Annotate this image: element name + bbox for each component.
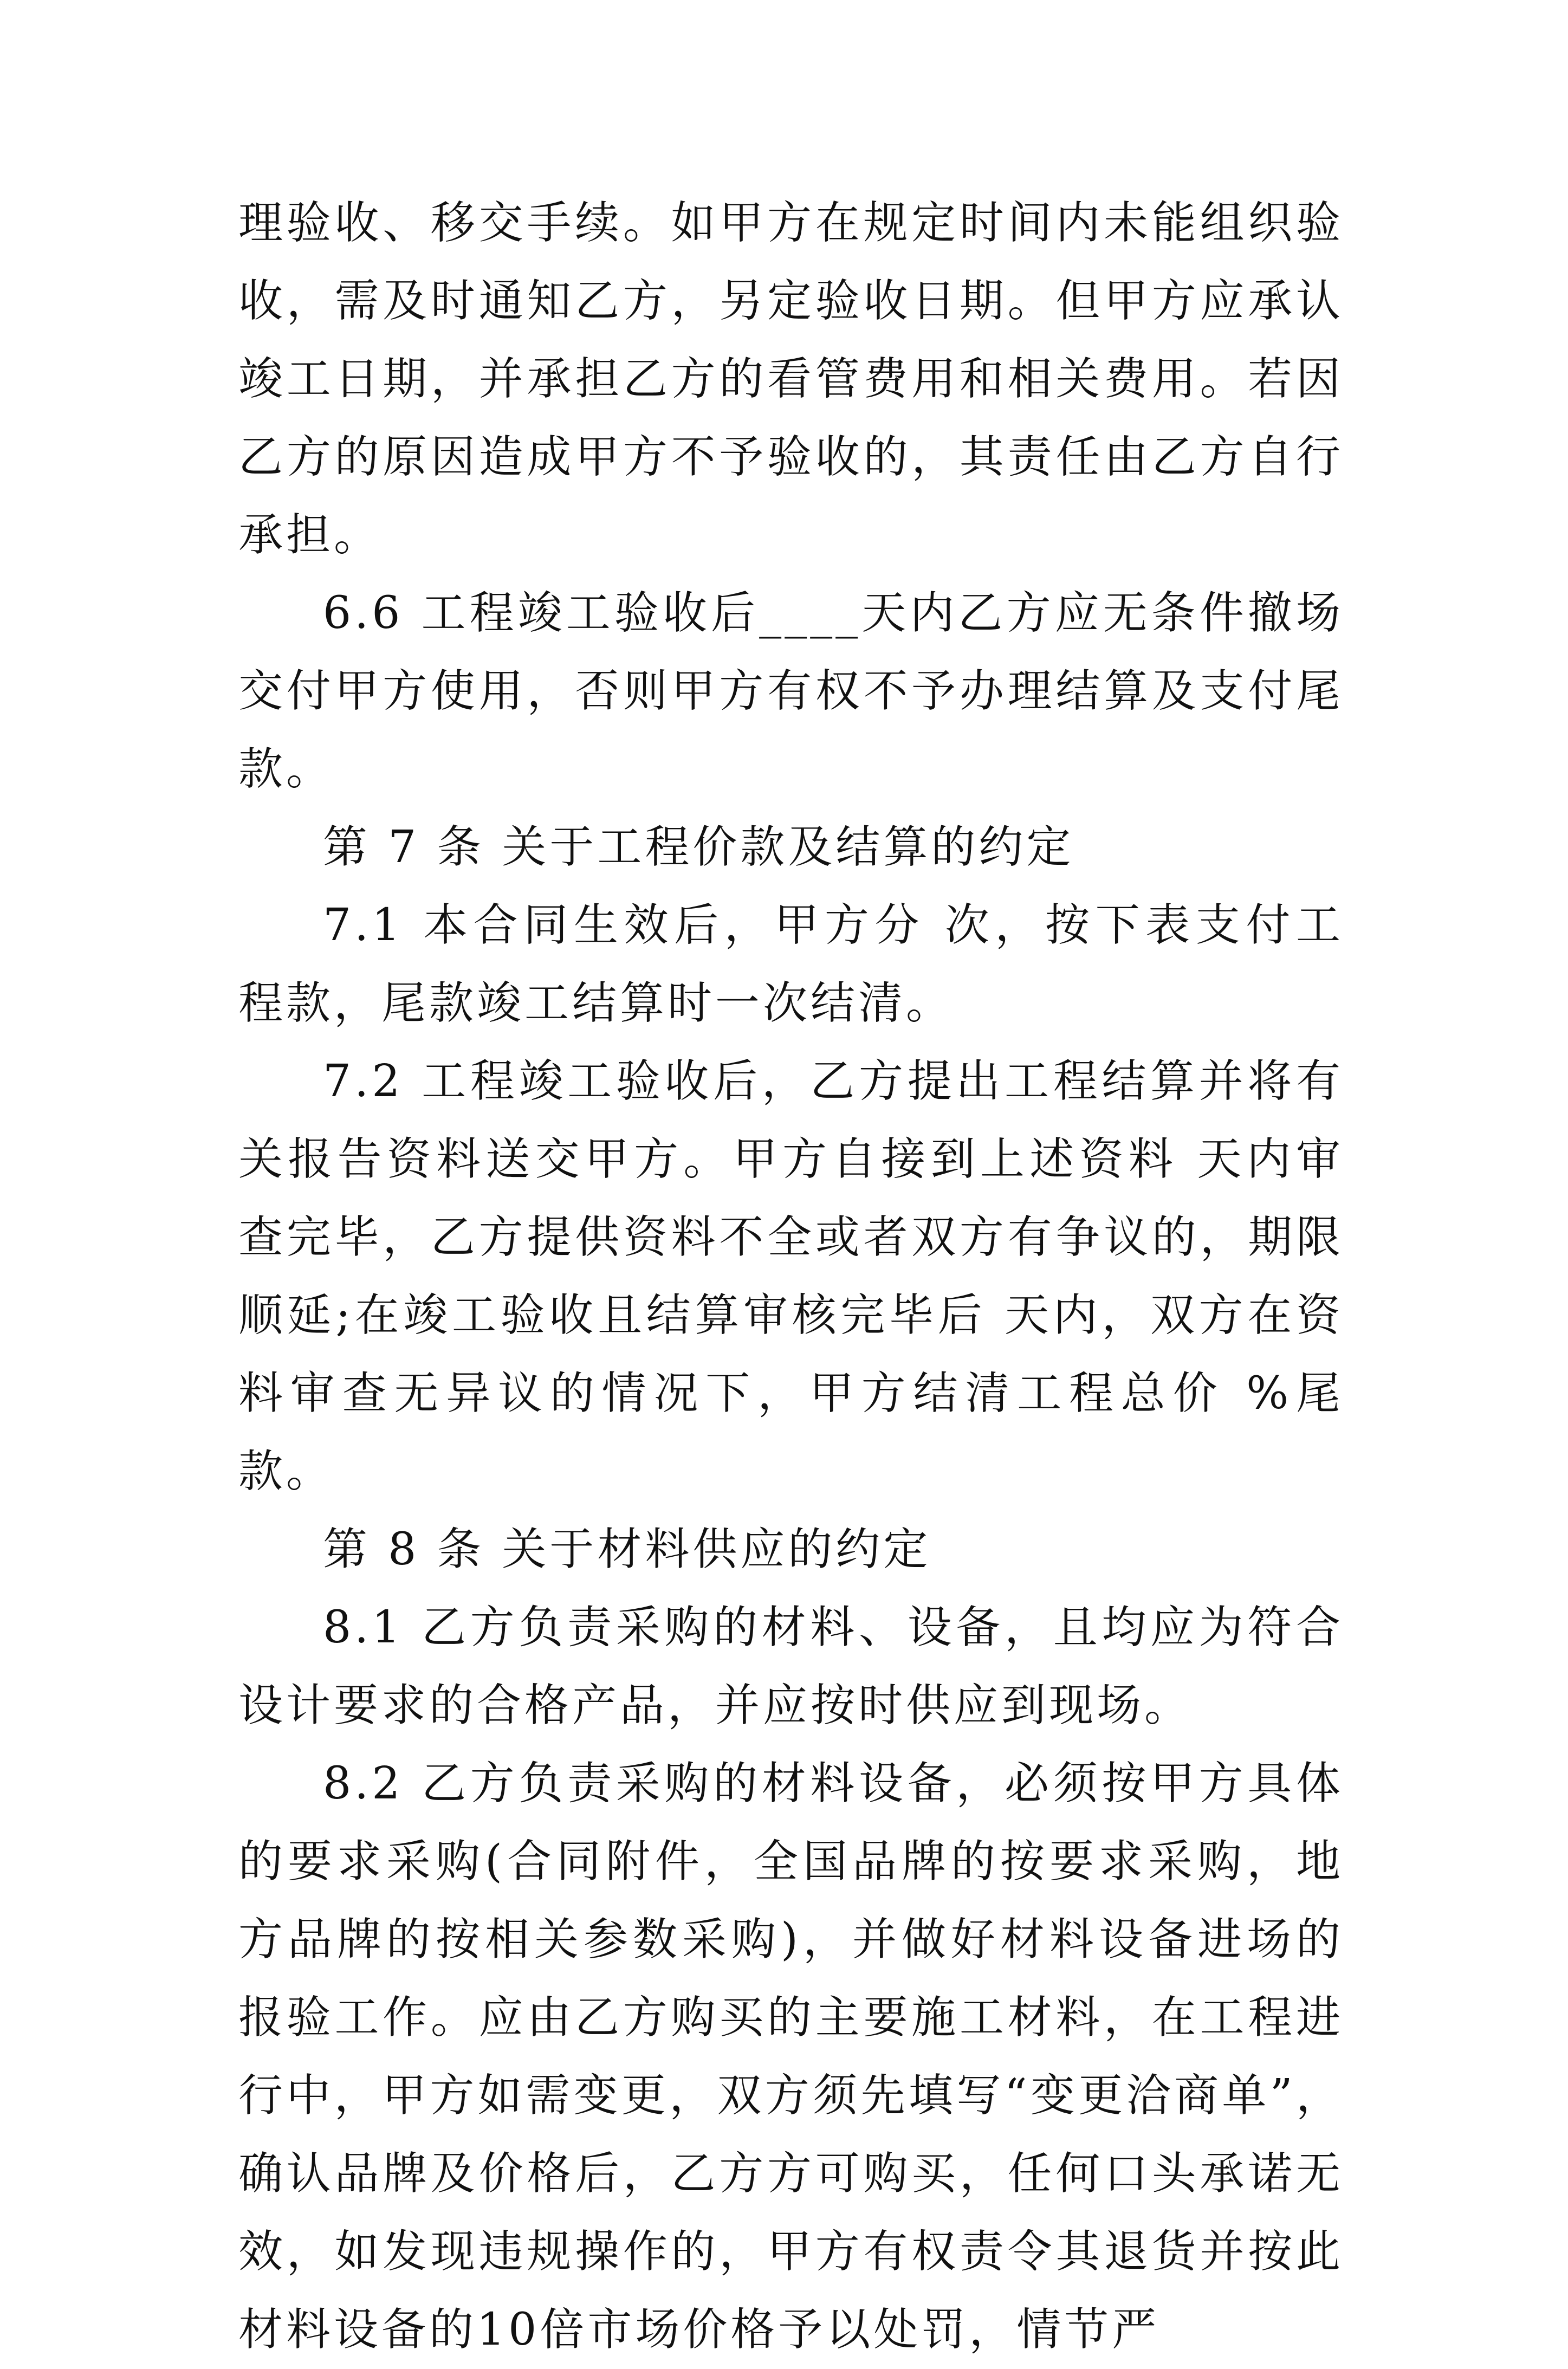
clause-8-1: 8.1 乙方负责采购的材料、设备，且均应为符合设计要求的合格产品，并应按时供应到现场。 [238,1602,1344,1731]
clause-6-6: 6.6 工程竣工验收后____天内乙方应无条件撤场交付甲方使用，否则甲方有权不予办理结算及支付尾款。 [238,587,1344,795]
clause-7-2: 7.2 工程竣工验收后，乙方提出工程结算并将有关报告资料送交甲方。甲方自接到上述资料 天内审查完毕，乙方提供资料不全或者双方有争议的，期限顺延;在竣工验收且结算审核完毕后 天内，双方在资料审查无异议的情况下，甲方结清工程总价 %尾款。 [238,1056,1344,1497]
article-8-heading: 第 8 条 关于材料供应的约定 [323,1524,931,1575]
clause-8-2: 8.2 乙方负责采购的材料设备，必须按甲方具体的要求采购(合同附件，全国品牌的按要求采购，地方品牌的按相关参数采购)，并做好材料设备进场的报验工作。应由乙方购买的主要施工材料，在工程进行中，甲方如需变更，双方须先填写“变更洽商单”，确认品牌及价格后，乙方方可购买，任何口头承诺无效，如发现违规操作的，甲方有权责令其退货并按此材料设备的10倍市场价格予以处罚，情节严 [238,1758,1344,2355]
paragraph-acceptance-continuation: 理验收、移交手续。如甲方在规定时间内未能组织验收，需及时通知乙方，另定验收日期。但甲方应承认竣工日期，并承担乙方的看管费用和相关费用。若因乙方的原因造成甲方不予验收的，其责任由乙方自行承担。 [238,197,1344,561]
clause-7-1: 7.1 本合同生效后，甲方分 次，按下表支付工程款，尾款竣工结算时一次结清。 [238,899,1344,1029]
article-7-heading: 第 7 条 关于工程价款及结算的约定 [323,821,1074,873]
document-page [238,184,1344,2369]
